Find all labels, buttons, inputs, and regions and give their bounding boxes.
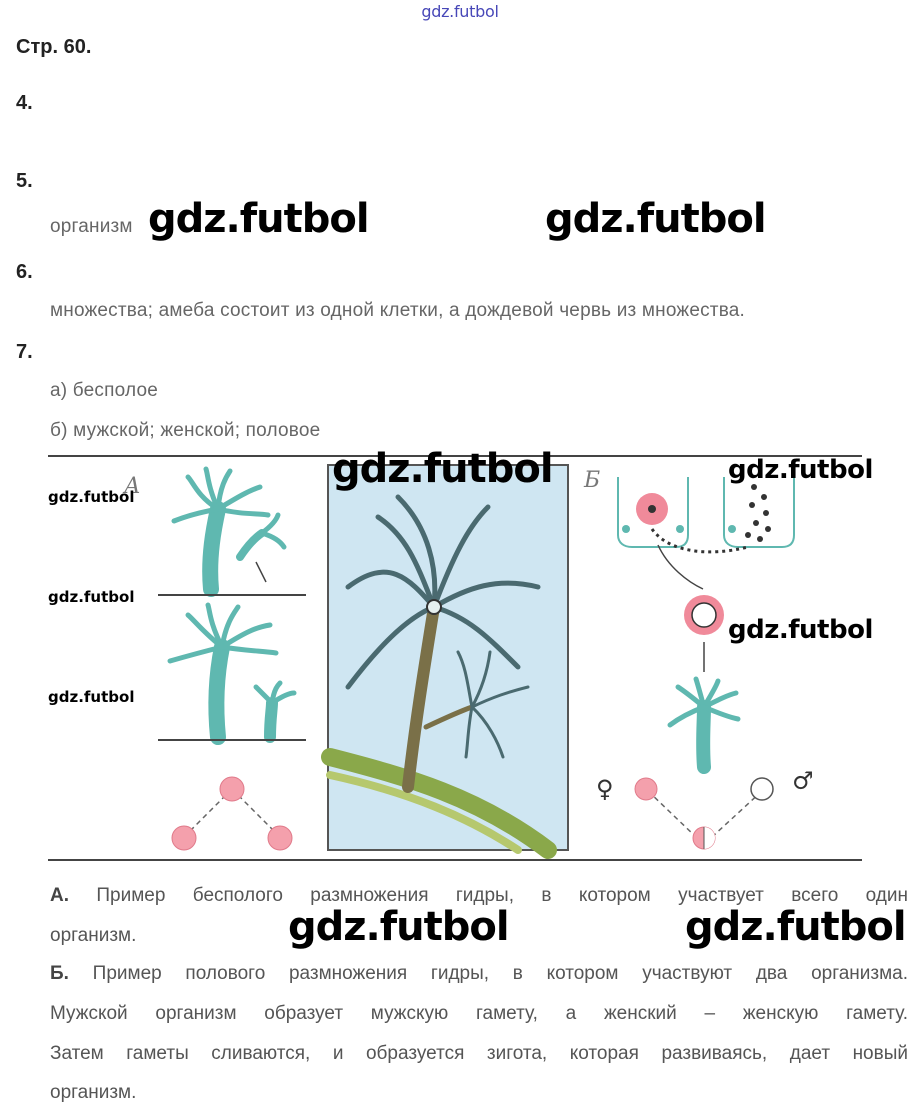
watermark: gdz.futbol bbox=[48, 488, 135, 506]
watermark: gdz.futbol bbox=[728, 615, 873, 645]
hydra-reproduction-figure bbox=[48, 457, 862, 859]
sexual-scheme bbox=[596, 767, 814, 849]
male-symbol-icon: ♂ bbox=[792, 767, 814, 795]
female-symbol-icon: ♀ bbox=[596, 775, 614, 803]
answer-7a: а) бесполое bbox=[50, 380, 158, 401]
answer-6: множества; амеба состоит из одной клетки, а дождевой червь из множества. bbox=[50, 300, 746, 321]
question-number-5: 5. bbox=[16, 170, 33, 192]
explanation-b-label: Б. bbox=[50, 963, 69, 984]
watermark: gdz.futbol bbox=[545, 196, 766, 242]
watermark: gdz.futbol bbox=[288, 904, 509, 950]
answer-5: организм bbox=[50, 216, 133, 237]
hydra-budding-top bbox=[174, 469, 284, 589]
explanation-b-line-1: Б. Пример полового размножения гидры, в котором участвуют два организма. bbox=[50, 963, 909, 984]
new-hydra bbox=[670, 679, 738, 767]
explanation-a-label: А. bbox=[50, 885, 69, 906]
explanation-a-line-1: А. Пример бесполого размножения гидры, в котором участвует всего один bbox=[50, 885, 908, 906]
site-watermark-top: gdz.futbol bbox=[421, 2, 499, 21]
watermark: gdz.futbol bbox=[332, 446, 553, 492]
explanation-b-line-2: Мужской организм образует мужскую гамету, а женский – женскую гамету. bbox=[50, 1003, 908, 1024]
explanation-b-line-4: организм. bbox=[50, 1082, 137, 1103]
arrow-icon bbox=[256, 562, 266, 582]
explanation-b-line-3: Затем гаметы сливаются, и образуется зигота, которая развиваясь, дает новый bbox=[50, 1043, 908, 1064]
question-number-6: 6. bbox=[16, 261, 33, 283]
watermark: gdz.futbol bbox=[728, 455, 873, 485]
figure-bottom-rule bbox=[48, 859, 862, 861]
page-title: Стр. 60. bbox=[16, 36, 92, 58]
question-number-7: 7. bbox=[16, 341, 33, 363]
panel-b-label: Б bbox=[584, 468, 601, 493]
watermark: gdz.futbol bbox=[148, 196, 369, 242]
hydra-budding-bottom bbox=[170, 605, 294, 737]
question-number-4: 4. bbox=[16, 92, 33, 114]
watermark: gdz.futbol bbox=[685, 904, 906, 950]
answer-7b: б) мужской; женской; половое bbox=[50, 420, 321, 441]
asexual-scheme bbox=[172, 777, 292, 850]
watermark: gdz.futbol bbox=[48, 688, 135, 706]
explanation-a-line-2: организм. bbox=[50, 925, 137, 946]
panel-a-label: А bbox=[124, 474, 141, 499]
watermark: gdz.futbol bbox=[48, 588, 135, 606]
